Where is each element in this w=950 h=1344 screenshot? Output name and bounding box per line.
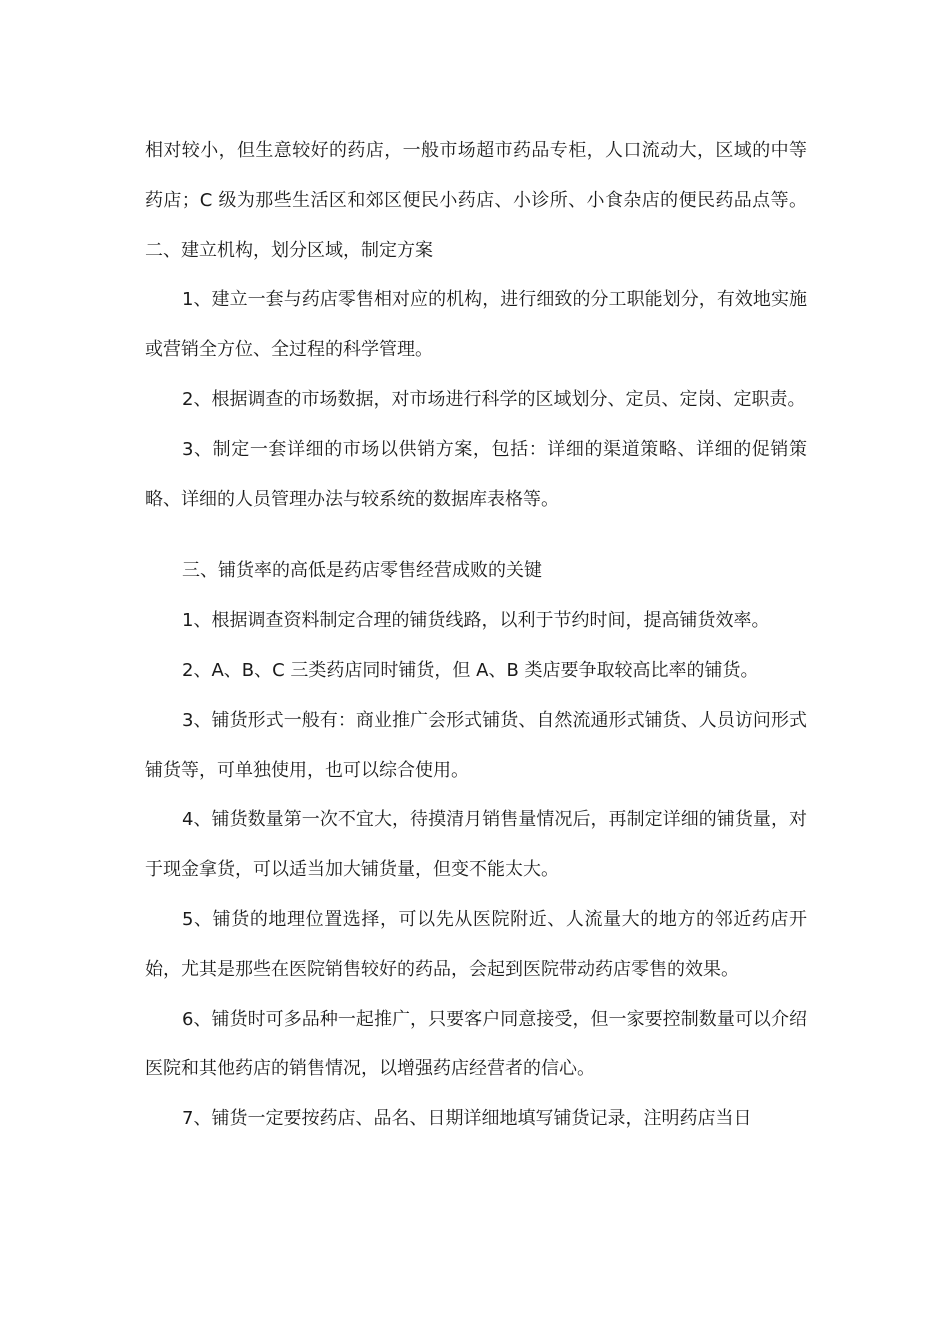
- section-heading-3: 三、铺货率的高低是药店零售经营成败的关键: [182, 560, 542, 582]
- paragraph-distribution-3: 3、铺货形式一般有：商业推广会形式铺货、自然流通形式铺货、人员访问形式铺货等，可单独使用，也可以综合使用。: [145, 709, 807, 781]
- paragraph-distribution-7: 7、铺货一定要按药店、品名、日期详细地填写铺货记录，注明药店当日: [182, 1108, 752, 1130]
- paragraph-item-2-regions: 2、根据调查的市场数据，对市场进行科学的区域划分、定员、定岗、定职责。: [182, 388, 806, 410]
- paragraph-item-3-plan: 3、制定一套详细的市场以供销方案，包括：详细的渠道策略、详细的促销策略、详细的人员管理办法与较系统的数据库表格等。: [145, 438, 807, 510]
- document-body: [145, 126, 807, 1144]
- paragraph-distribution-5: 5、铺货的地理位置选择，可以先从医院附近、人流量大的地方的邻近药店开始，尤其是那些在医院销售较好的药品，会起到医院带动药店零售的效果。: [145, 908, 807, 980]
- paragraph-continuation: 相对较小，但生意较好的药店，一般市场超市药品专柜，人口流动大，区域的中等药店；C 级为那些生活区和郊区便民小药店、小诊所、小食杂店的便民药品点等。二、建立机构，划分区域，制定方案: [145, 140, 807, 261]
- paragraph-distribution-2: 2、A、B、C 三类药店同时铺货，但 A、B 类店要争取较高比率的铺货。: [182, 659, 759, 681]
- paragraph-distribution-4: 4、铺货数量第一次不宜大，待摸清月销售量情况后，再制定详细的铺货量，对于现金拿货，可以适当加大铺货量，但变不能太大。: [145, 809, 807, 881]
- paragraph-distribution-1: 1、根据调查资料制定合理的铺货线路，以利于节约时间，提高铺货效率。: [182, 610, 770, 632]
- paragraph-item-1-organization: 1、建立一套与药店零售相对应的机构，进行细致的分工职能划分，有效地实施或营销全方位、全过程的科学管理。: [145, 289, 807, 361]
- paragraph-distribution-6: 6、铺货时可多品种一起推广，只要客户同意接受，但一家要控制数量可以介绍医院和其他药店的销售情况，以增强药店经营者的信心。: [145, 1008, 807, 1080]
